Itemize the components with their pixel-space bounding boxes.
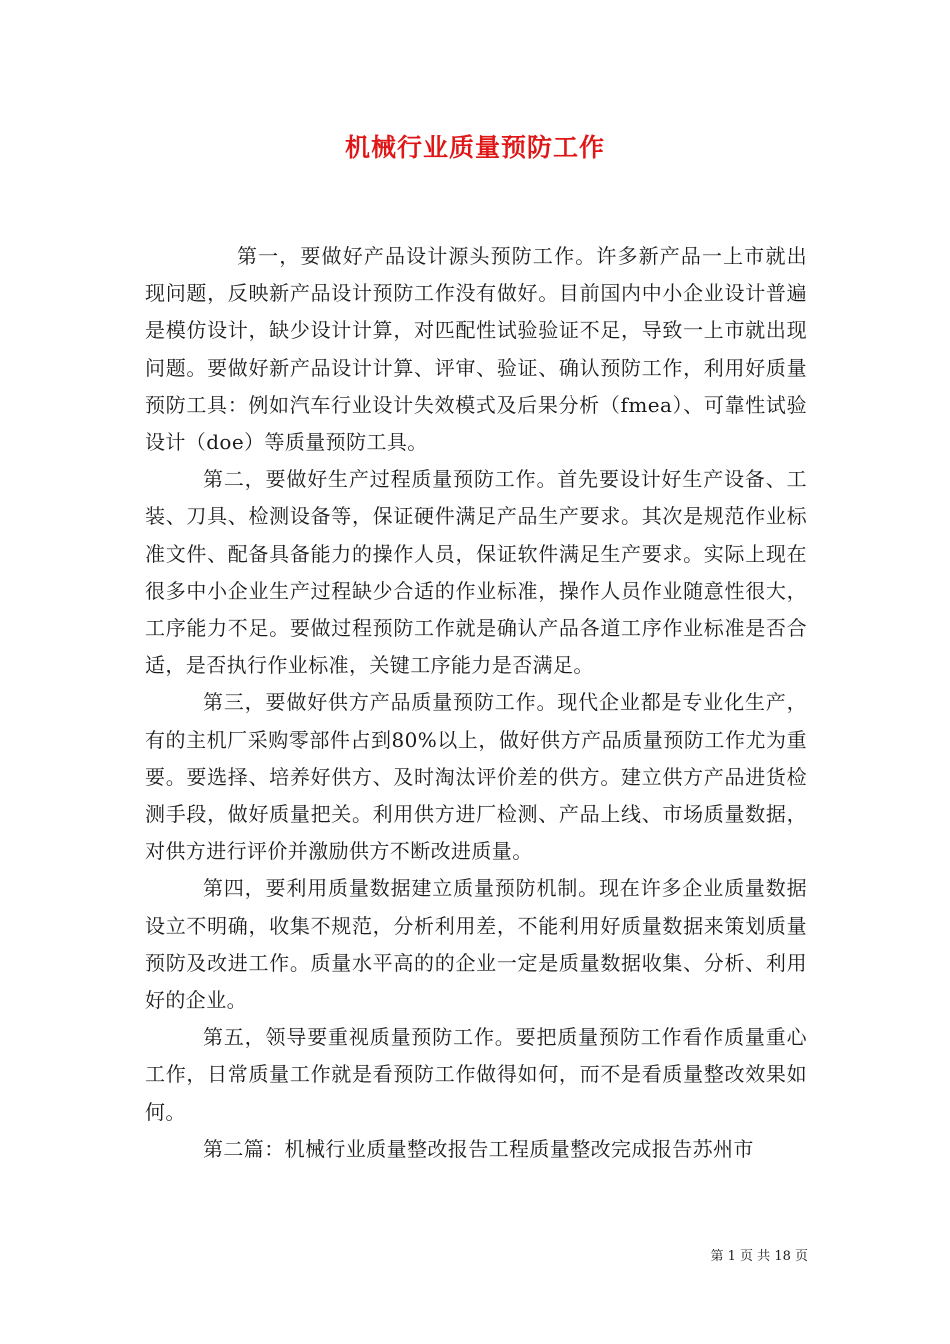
paragraph-3: 第三，要做好供方产品质量预防工作。现代企业都是专业化生产，有的主机厂采购零部件占到80%以上，做好供方产品质量预防工作尤为重要。要选择、培养好供方、及时淘汰评价差的供方。建立供方产品进货检测手段，做好质量把关。利用供方进厂检测、产品上线、市场质量数据，对供方进行评价并激励供方不断改进质量。 bbox=[145, 690, 807, 864]
page-title: 机械行业质量预防工作 bbox=[344, 133, 605, 162]
paragraph-4: 第四，要利用质量数据建立质量预防机制。现在许多企业质量数据设立不明确，收集不规范，分析利用差，不能利用好质量数据来策划质量预防及改进工作。质量水平高的的企业一定是质量数据收集、分析、利用好的企业。 bbox=[145, 876, 807, 1013]
paragraph-6: 第二篇：机械行业质量整改报告工程质量整改完成报告苏州市 bbox=[203, 1136, 754, 1161]
paragraph-1: 第一，要做好产品设计源头预防工作。许多新产品一上市就出现问题，反映新产品设计预防工作没有做好。目前国内中小企业设计普遍是模仿设计，缺少设计计算，对匹配性试验验证不足，导致一上市就出现问题。要做好新产品设计计算、评审、验证、确认预防工作，利用好质量预防工具：例如汽车行业设计失效模式及后果分析（fmea）、可靠性试验设计（doe）等质量预防工具。 bbox=[145, 244, 807, 455]
paragraph-5: 第五，领导要重视质量预防工作。要把质量预防工作看作质量重心工作，日常质量工作就是看预防工作做得如何，而不是看质量整改效果如何。 bbox=[145, 1025, 807, 1124]
paragraph-2: 第二，要做好生产过程质量预防工作。首先要设计好生产设备、工装、刀具、检测设备等，保证硬件满足产品生产要求。其次是规范作业标准文件、配备具备能力的操作人员，保证软件满足生产要求。实际上现在很多中小企业生产过程缺少合适的作业标准，操作人员作业随意性很大，工序能力不足。要做过程预防工作就是确认产品各道工序作业标准是否合适，是否执行作业标准，关键工序能力是否满足。 bbox=[145, 467, 807, 678]
document-body bbox=[145, 238, 807, 1168]
page-number: 第 1 页 共 18 页 bbox=[710, 1249, 808, 1264]
